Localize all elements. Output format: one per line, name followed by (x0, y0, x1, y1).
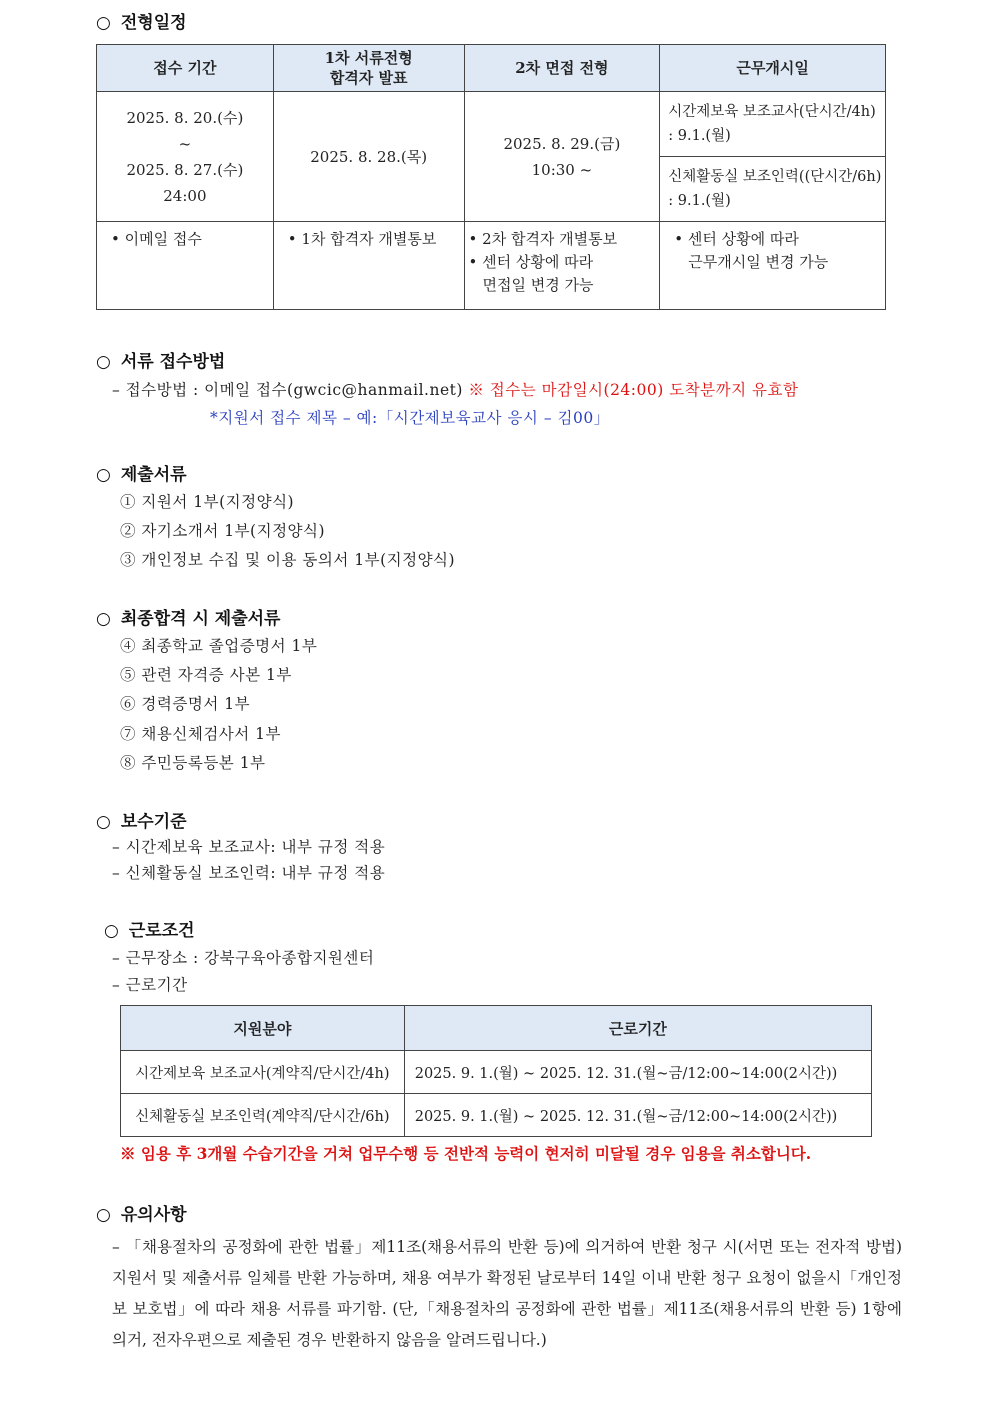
header-period: 근로기간 (404, 1006, 871, 1051)
section-final-docs-title: ○ 최종합격 시 제출서류 (96, 609, 281, 629)
final-doc-item: ⑥ 경력증명서 1부 (120, 695, 251, 713)
section-method-title: ○ 서류 접수방법 (96, 352, 226, 372)
note-start-date: • 센터 상황에 따라 근무개시일 변경 가능 (660, 222, 886, 310)
section-schedule-title: ○ 전형일정 (96, 13, 187, 33)
header-receipt-period: 접수 기간 (97, 45, 274, 92)
work-period-label: – 근로기간 (112, 976, 188, 994)
receipt-period-cell: 2025. 8. 20.(수) ~ 2025. 8. 27.(수) 24:00 (97, 92, 274, 222)
interview-cell: 2025. 8. 29.(금) 10:30 ~ (464, 92, 660, 222)
section-notes-title: ○ 유의사항 (96, 1205, 187, 1225)
method-deadline-note: ※ 접수는 마감일시(24:00) 도착분까지 유효함 (468, 381, 799, 399)
pay-item: – 시간제보육 보조교사: 내부 규정 적용 (112, 838, 386, 856)
start-date-a-cell: 시간제보육 보조교사(단시간/4h) : 9.1.(월) (660, 92, 886, 157)
section-pay-title: ○ 보수기준 (96, 812, 187, 832)
header-field: 지원분야 (121, 1006, 405, 1051)
schedule-table (96, 44, 886, 310)
method-subject-example: *지원서 접수 제목 – 예:「시간제보육교사 응시 – 김00」 (210, 409, 610, 427)
note-receipt: • 이메일 접수 (97, 222, 274, 310)
table-row: 시간제보육 보조교사(계약직/단시간/4h) 2025. 9. 1.(월) ~ 2025. 12. 31.(월~금/12:00~14:00(2시간)) (121, 1051, 872, 1094)
note-interview: • 2차 합격자 개별통보 • 센터 상황에 따라 면접일 변경 가능 (464, 222, 660, 310)
note-announce: • 1차 합격자 개별통보 (273, 222, 464, 310)
section-work-title: ○ 근로조건 (104, 921, 195, 941)
header-start-date: 근무개시일 (660, 45, 886, 92)
section-docs-title: ○ 제출서류 (96, 465, 187, 485)
work-place: – 근무장소 : 강북구육아종합지원센터 (112, 949, 375, 967)
work-period-table (120, 1005, 872, 1137)
header-interview: 2차 면접 전형 (464, 45, 660, 92)
table-row: 신체활동실 보조인력(계약직/단시간/6h) 2025. 9. 1.(월) ~ 2025. 12. 31.(월~금/12:00~14:00(2시간)) (121, 1094, 872, 1137)
notes-paragraph: – 「채용절차의 공정화에 관한 법률」제11조(채용서류의 반환 등)에 의거하여 반환 청구 시(서면 또는 전자적 방법) 지원서 및 제출서류 일체를 반환 가능하며, 채용 여부가 확정된 날로부터 14일 이내 반환 청구 요청이 없을시「개인정보 보호법」에 따라 채용 서류를 파기함. (단,「채용절차의 공정화에 관한 법률」제11조(채용서류의 반환 등) 1항에 의거, 전자우편으로 제출된 경우 반환하지 않음을 알려드립니다.) (112, 1238, 902, 1349)
doc-item: ② 자기소개서 1부(지정양식) (120, 522, 326, 540)
announce-date-cell: 2025. 8. 28.(목) (273, 92, 464, 222)
header-first-announce: 1차 서류전형 합격자 발표 (273, 45, 464, 92)
start-date-b-cell: 신체활동실 보조인력((단시간/6h) : 9.1.(월) (660, 157, 886, 222)
final-doc-item: ⑦ 채용신체검사서 1부 (120, 725, 282, 743)
final-doc-item: ⑧ 주민등록등본 1부 (120, 754, 266, 772)
method-line: – 접수방법 : 이메일 접수(gwcic@hanmail.net) ※ 접수는 마감일시(24:00) 도착분까지 유효함 (112, 381, 799, 399)
probation-warning: ※ 임용 후 3개월 수습기간을 거쳐 업무수행 등 전반적 능력이 현저히 미달될 경우 임용을 취소합니다. (120, 1144, 812, 1163)
pay-item: – 신체활동실 보조인력: 내부 규정 적용 (112, 864, 386, 882)
final-doc-item: ④ 최종학교 졸업증명서 1부 (120, 637, 318, 655)
final-doc-item: ⑤ 관련 자격증 사본 1부 (120, 666, 292, 684)
doc-item: ③ 개인정보 수집 및 이용 동의서 1부(지정양식) (120, 551, 456, 569)
doc-item: ① 지원서 1부(지정양식) (120, 493, 295, 511)
